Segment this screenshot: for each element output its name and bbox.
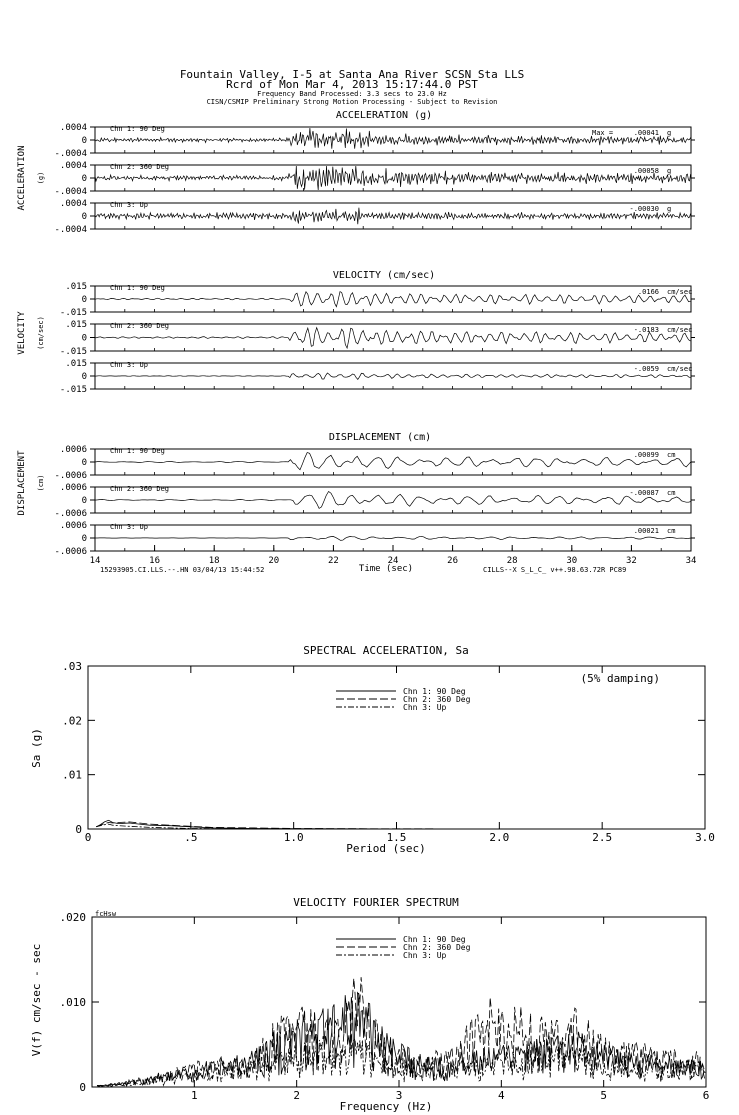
sa-y-tick-label: 0 [75,823,82,836]
peak-value: -.0183 [633,326,659,334]
fft-legend-label: Chn 3: Up [403,951,447,960]
waveform-trace [95,373,690,379]
processing-note: CILLS--X S_L_C_ v++.98.63.72R PC89 [483,566,627,574]
y-tick-label: -.0006 [54,471,87,481]
y-tick-label: -.015 [59,308,87,318]
panel-title: ACCELERATION (g) [335,110,433,121]
fft-frame [92,917,706,1087]
y-tick-label: .0004 [59,199,87,209]
time-tick-label: 26 [447,556,459,566]
y-tick-label: -.0006 [54,547,87,557]
header-band: Frequency Band Processed: 3.3 secs to 23.0 Hz [257,90,447,98]
peak-unit: cm [667,527,676,535]
y-tick-label: -.015 [59,347,87,357]
header-processing: CISN/CSMIP Preliminary Strong Motion Processing - Subject to Revision [206,98,498,106]
waveform-trace [95,536,691,540]
channel-name: Chn 2: 360 Deg [110,163,170,171]
sa-x-tick-label: .5 [184,831,198,844]
sa-legend-label: Chn 3: Up [403,703,447,712]
peak-value: .00041 [633,129,659,137]
sa-x-tick-label: 0 [84,831,92,844]
y-tick-label: 0 [81,458,87,468]
waveform-trace [95,492,691,509]
time-tick-label: 16 [149,556,161,566]
y-tick-label: .015 [65,320,87,330]
y-tick-label: 0 [81,534,87,544]
time-axis [90,545,697,574]
y-tick-label: .015 [65,359,87,369]
peak-value: -.0059 [633,365,659,373]
fft-corner-label: fcHsw [95,910,117,918]
channel-name: Chn 3: Up [110,523,148,531]
time-tick-label: 22 [327,556,339,566]
y-tick-label: -.0004 [54,149,87,159]
peak-unit: g [667,205,672,213]
y-tick-label: -.015 [59,385,87,395]
sa-series-line [96,822,705,829]
fft-x-tick-label: 3 [395,1089,403,1102]
time-tick-label: 32 [625,556,637,566]
fourier-spectrum-chart [30,896,709,1113]
channel-name: Chn 2: 360 Deg [110,485,170,493]
peak-value: -.00030 [629,205,659,213]
channel-name: Chn 3: Up [110,201,148,209]
y-tick-label: 0 [81,136,87,146]
time-tick-label: 30 [566,556,578,566]
peak-prefix: Max = [592,129,614,137]
channel-name: Chn 1: 90 Deg [110,125,165,133]
y-tick-label: 0 [81,496,87,506]
sa-y-tick-label: .02 [62,714,82,728]
time-tick-label: 18 [208,556,220,566]
fft-title: VELOCITY FOURIER SPECTRUM [293,896,459,909]
fft-x-label: Frequency (Hz) [339,1100,433,1113]
panel-y-unit: (cm) [37,474,45,492]
channel-name: Chn 1: 90 Deg [110,447,165,455]
record-id-note: 15293905.CI.LLS.--.HN 03/04/13 15:44:52 [100,566,265,574]
time-tick-label: 24 [387,556,399,566]
sa-series-line [96,820,705,829]
sa-y-label: Sa (g) [30,728,43,768]
y-tick-label: 0 [81,295,87,305]
y-tick-label: 0 [81,174,87,184]
fft-x-tick-label: 4 [498,1089,505,1102]
channel-name: Chn 3: Up [110,361,148,369]
peak-unit: cm/sec [667,365,693,373]
y-tick-label: .0004 [59,161,87,171]
panel-y-unit: (cm/sec) [37,316,45,350]
fft-y-tick-label: .020 [59,911,86,924]
y-tick-label: .0006 [59,445,87,455]
fft-x-tick-label: 5 [600,1089,607,1102]
peak-unit: g [667,129,672,137]
channel-name: Chn 1: 90 Deg [110,284,165,292]
sa-x-tick-label: 1.5 [386,831,407,844]
panel-y-unit: (g) [37,171,45,185]
fft-y-tick-label: 0 [79,1081,86,1094]
acceleration-panel [17,110,695,235]
sa-legend-label: Chn 1: 90 Deg [403,687,466,696]
peak-unit: cm [667,489,676,497]
header-record: Rcrd of Mon Mar 4, 2013 15:17:44.0 PST [226,78,478,91]
panel-title: VELOCITY (cm/sec) [332,270,436,281]
peak-value: .00058 [633,167,659,175]
waveform-trace [95,292,690,307]
waveform-trace [95,208,691,225]
sa-x-tick-label: 2.5 [592,831,613,844]
fft-legend-label: Chn 2: 360 Deg [403,943,471,952]
y-tick-label: .0006 [59,521,87,531]
y-tick-label: .015 [65,282,87,292]
time-tick-label: 34 [685,556,697,566]
y-tick-label: 0 [81,372,87,382]
time-axis-label: Time (sec) [358,564,414,574]
y-tick-label: 0 [81,212,87,222]
fft-y-tick-label: .010 [59,996,86,1009]
waveform-trace [95,166,691,190]
y-tick-label: 0 [81,333,87,344]
velocity-panel [17,270,695,395]
peak-value: .00099 [633,451,659,459]
panel-y-label: DISPLACEMENT [17,450,27,516]
sa-title: SPECTRAL ACCELERATION, Sa [303,644,469,657]
panel-y-label: ACCELERATION [17,145,27,211]
channel-frame [95,165,691,191]
y-tick-label: -.0006 [54,509,87,519]
time-tick-label: 14 [89,556,101,566]
displacement-panel [17,432,695,557]
y-tick-label: .0004 [59,123,87,133]
waveform-trace [95,453,691,470]
sa-legend-label: Chn 2: 360 Deg [403,695,471,704]
fft-x-tick-label: 1 [191,1089,198,1102]
fft-x-tick-label: 2 [293,1089,300,1102]
peak-unit: g [667,167,672,175]
time-tick-label: 28 [506,556,518,566]
channel-name: Chn 2: 360 Deg [110,322,170,330]
peak-unit: cm/sec [667,288,693,296]
y-tick-label: -.0004 [54,225,87,235]
spectral-acceleration-chart [30,644,715,855]
fft-x-tick-label: 6 [702,1089,710,1102]
panel-y-label: VELOCITY [17,311,27,355]
sa-damping-note: (5% damping) [580,672,660,685]
header-station: Fountain Valley, I-5 at Santa Ana River SCSN Sta LLS [179,68,525,81]
peak-value: .00021 [633,527,659,535]
sa-y-tick-label: .03 [62,660,82,673]
fft-y-label: V(f) cm/sec - sec [30,943,43,1057]
peak-unit: cm [667,451,676,459]
time-tick-label: 20 [268,556,280,566]
sa-x-tick-label: 2.0 [489,831,510,844]
y-tick-label: .0006 [59,483,87,493]
peak-value: -.00087 [629,489,659,497]
panel-title: DISPLACEMENT (cm) [328,432,432,443]
sa-x-tick-label: 1.0 [283,831,304,844]
sa-x-tick-label: 3.0 [695,831,715,844]
fft-legend-label: Chn 1: 90 Deg [403,935,466,944]
y-tick-label: -.0004 [54,187,87,197]
sa-y-tick-label: .01 [62,768,82,782]
sa-frame [88,666,705,829]
peak-unit: cm/sec [667,326,693,334]
sa-x-label: Period (sec) [346,842,426,855]
peak-value: .0166 [637,288,659,296]
